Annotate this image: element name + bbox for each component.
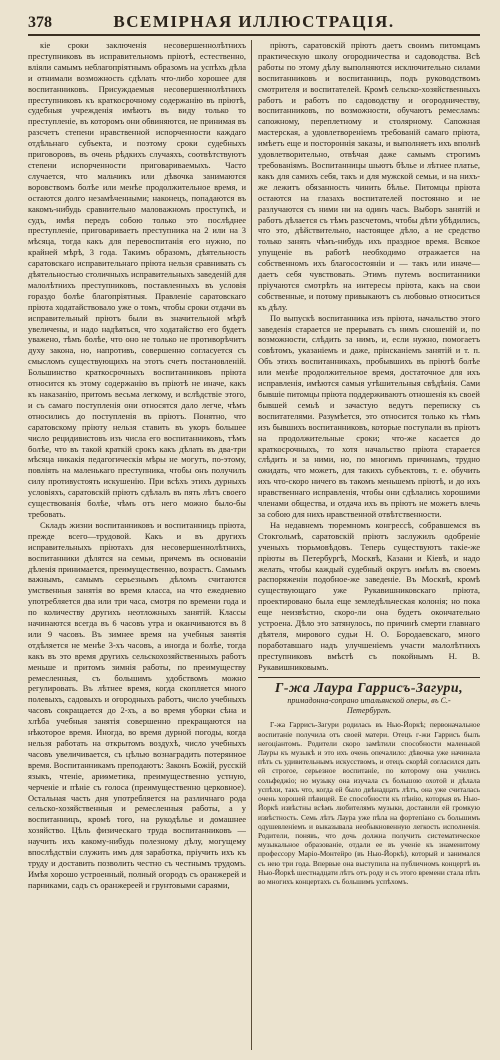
section-rule [258, 677, 480, 678]
paragraph: кіе сроки заключенія несовершеннолѣтнихъ преступниковъ въ исправительномъ пріютѣ, естественно, вліяли самымъ неблагопріятнымъ образомъ на успѣхъ дѣла и отнимали возможность сдѣлать что-либо хорошее для воспитанниковъ. Присуждаемыя несовершеннолѣтнихъ преступниковъ къ краткосрочному содержанію въ пріютѣ, судебныя учрежденія имѣютъ въ виду только то преступленіе, въ которомъ они обвиняются, не принимая въ разсчетъ степени нравственной испорченности каждаго отдѣльнаго субъекта, и поэтому сроки судебныхъ приговоровъ, въ очень рѣдкихъ случаяхъ, соотвѣтствуютъ степени испорченности приговариваемыхъ. Часто случается, что мальчикъ или дѣвочка занимаются воровствомъ болѣе или менѣе продолжительное время, и остаются долго незамѣченными; наконецъ, попадаются въ какомъ-нибудь сравнительно маловажномъ проступкѣ, и судъ, имѣя передъ собою только это послѣднее преступленіе, приговариваетъ преступника на 2 или на 3 мѣсяца, тогда какъ для перевоспитанія его нужно, по крайней мѣрѣ, 3 года. Такимъ образомъ, дѣятельность саратовскаго исправительнаго пріюта нельзя сравнивать съ дѣятельностью столичныхъ исправительныхъ заведеній для малолѣтнихъ преступниковъ, поставленныхъ въ условія гораздо болѣе благопріятныя. Правленіе саратовскаго пріюта ходатайствовало уже о томъ, чтобы сроки отдачи въ исправительный пріютъ были въ значительной мѣрѣ увеличены, и надо надѣяться, что ходатайство его будетъ уважено, тѣмъ болѣе, что оно не только не противорѣчитъ духу закона, но, напротивъ, совершенно согласуется съ смысломъ существующихъ на этотъ счетъ постановленій. Большинство краткосрочныхъ воспитанниковъ пріюта относится къ этому содержанію въ пріютѣ не иначе, какъ къ наказанію, притомъ весьма легкому, и вслѣдствіе этого, и съ самаго поступленія они относятся дало легче, чѣмъ относились до поступленія въ пріютъ. Понятно, что саратовскому пріюту нельзя ставить въ укоръ большее число рецидивистовъ изъ числа его воспитанниковъ, тѣмъ болѣе, что въ такой краткій срокъ какъ дѣлать въ два-три мѣсяца никакія педагогическія мѣры не могутъ, по-этому, повліять на маленькаго преступника, чтобы онъ получилъ силу противустоять искушенію. При всѣхъ этихъ дурныхъ условіяхъ, саратовскій пріютъ сдѣлалъ въ пять лѣтъ своего существованія болѣе, чѣмъ отъ него можно было-бы требовать. [28, 40, 246, 519]
column-divider [251, 40, 252, 1050]
left-column [28, 40, 246, 1050]
paragraph: По выпускѣ воспитанника изъ пріюта, начальство этого заведенія старается не прерывать съ нимъ сношеній и, по возможности, слѣдить за нимъ, и, если нужно, помогаетъ совѣтомъ, указаніемъ и даже, прінсканіемъ занятій и т. п. Объ этихъ воспитанникахъ, пробывшихъ въ пріютѣ болѣе или менѣе продолжительное время, достаточное для ихъ исправленія, имѣются самыя утѣшительныя свѣдѣнія. Сами бывшіе питомцы пріюта поддерживаютъ отношенія къ своей бывшей семьѣ и зачастую ведутъ переписку съ воспитателями. Разумѣется, это относится только къ тѣмъ изъ бывшихъ воспитанниковъ, которые поступали въ пріютъ на продолжительные сроки; что-же касается до краткосрочныхъ, то хотя начальство пріюта старается слѣдить и за ними, но, по многимъ причинамъ, трудно ожидать, что можетъ, для такихъ субъектовъ, т. е. обучить ихъ что-скоро ничего въ такомъ меньшемъ пріютѣ, и до ихъ нравственнаго исправленія, чтобы они сдѣлались хорошими членами общества, и отдача ихъ въ пріютъ не можетъ влечь за собою для нихъ нравственной отвѣтственности. [258, 312, 480, 519]
page-header [28, 8, 480, 32]
paragraph: Г-жа Гаррисъ-Загури родилась въ Нью-Йоркѣ; первоначальное воспитаніе получила отъ своей матери. Отецъ г-жи Гаррисъ былъ негоціантомъ. Родители скоро замѣтили способности маленькой Лауры къ музыкѣ и это ихъ очень опечалило: дѣвочка уже начинала пѣть съ удивительнымъ искусствомъ, и отецъ скорѣй согласился дать ей строгое, серьезное воспитаніе, по которому она учились сольфеджіо; но музыку она изучала съ большою охотой и дѣлала успѣхи, такъ что, когда ей было двѣнадцать лѣтъ, она уже считалась очень хорошей пѣвицей. Ее способности къ пѣнію, которыя въ Нью-Йоркѣ извѣстны всѣмъ любителямъ музыки, доставили ей громкую извѣстность. Семь лѣтъ Лаура уже пѣла на фортепіано съ большимъ одушевленіемъ и выказывала необыкновенную легкость исполненія. Родители, понявъ, что дочь должна получить систематическое музыкальное образованіе, отдали ее въ ученіе къ знаменитому профессору Маріо-Монтейро (въ Нью-Йоркѣ), который и занимался съ нею три года. Впервые она выступила на публичномъ концертѣ въ Нью-Йоркѣ шестнадцати лѣтъ отъ роду и съ этого времени стала пѣть во многихъ концертахъ съ большимъ успѣхомъ. [258, 720, 480, 886]
paragraph: Складъ жизни воспитанниковъ и воспитанницъ пріюта, прежде всего—трудовой. Какъ и въ другихъ исправительныхъ пріютахъ для несовершеннолѣтнихъ, воспитанники дѣлятся на семьи, причемъ въ основаніи дѣленія принимается, преимущественно, возрастъ. Самымъ важнымъ, самымъ серьезнымъ дѣломъ считаются умственныя занятія во время класса, на что ежедневно употребляется два или три часа, смотря по времени года и по количеству другихъ неотложныхъ занятій. Классы начинаются всегда въ 6 часовъ утра и оканчиваются въ 8 или 9 часовъ. Въ зимнее время на учебныя занятія отдѣляется не менѣе 3-хъ часовъ, а иногда и болѣе, тогда какъ въ это время другихъ сельскохозяйственныхъ работъ меньше и притомъ зимнія работы, по преимуществу ремесленныя, съ большимъ удобствомъ можно регулировать. Въ лѣтнее время, когда скопляется много полевыхъ, садовыхъ и огородныхъ работъ, число учебныхъ часовъ сокращается до 2-хъ, а во время уборки сѣна и хлѣба учебныя занятія совершенно прекращаются на нѣкоторое время. Иногда, во время дурной погоды, когда нельзя работать на открытомъ воздухѣ, число учебныхъ часовъ увеличивается, съ цѣлью вознаградить потерянное время. Воспитанникамъ преподаютъ: Законъ Божій, русскій языкъ, чтеніе, ариѳметика, преимущественно устную, черченіе и пѣніе съ голоса (преимущественно церковное). Остальная часть дня употребляется на различнаго рода сельско-хозяйственныя и ремесленныя работы, а у воспитанницъ, кромѣ того, на рукодѣлье и домашнее хозяйство. Цѣль физическаго труда воспитанниковъ — научить ихъ какому-нибудь полезному дѣлу, могущему впослѣдствіи служить имъ для заработка, пріучить ихъ къ труду и доставить позволить честно съ честнымъ трудомъ. Имѣя хорошо устроенный, полный огородъ съ оранжерей и парниками, садъ съ оранжереей и грунтовыми сараями, [28, 519, 246, 890]
article-subtitle: примадонна-сопрано итальянской оперы, въ С.-Петербургѣ. [287, 696, 451, 716]
right-column [258, 40, 480, 1050]
paragraph: пріютъ, саратовскій пріютъ даетъ своимъ питомцамъ практическую школу огородничества и садоводства. Всѣ работы по этому дѣлу выполняются исключительно силами воспитанниковъ и воспитанницъ, подъ руководствомъ смотрителя и воспитателей. Кромѣ сельско-хозяйственныхъ работъ и работъ по садоводству и огородничеству, воспитанниковъ, по возможности, обучаютъ ремесламъ: сапожному, переплетному и столярному. Сапожная мастерская, а удовлетвореніемъ требованій самаго пріюта, имѣетъ еще и постороннія заказы, и выполняетъ ихъ вполнѣ удовлетворительно, отвѣчая даже самымъ строгимъ требованіямъ. Воспитанницы шьютъ бѣлье и лѣтнее платье, какъ для самихъ себя, такъ и для мужской семьи, и на нихъ-же лежитъ обязанность чинить бѣлье. Питомцы пріюта остаются на глазахъ воспитателей постоянно и не разлучаются съ ними ни на одинъ часъ. Выборъ занятій и работъ дѣлается съ тѣмъ разсчетомъ, чтобы дѣти убѣдились, что это, дѣйствительно, настоящее дѣло, а не средство только занять чѣмъ-нибудь ихъ праздное время. Всякое упущеніе въ работѣ необходимо отражается на собственномъ ихъ благосостояніи и — такъ или иначе—даетъ себя чувствовать. Этимъ путемъ воспитанники пріучаются смотрѣть на интересы пріюта, какъ на свои собственные, и потому привыкаютъ съ любовью относиться къ дѣлу. [258, 40, 480, 312]
journal-title: ВСЕМІРНАЯ ИЛЛЮСТРАЦІЯ. [113, 12, 395, 31]
page-number: 378 [28, 14, 52, 31]
article-title: Г-жа Лаура Гаррисъ-Загури, [274, 680, 464, 696]
header-rule [28, 34, 480, 36]
paragraph: На недавнемъ тюремномъ конгрессѣ, собравшемся въ Стокгольмѣ, саратовскій пріютъ заслужилъ одобреніе ученыхъ тюрьмовѣдовъ. Теперь существуютъ такіе-же пріюты въ Петербургѣ, Москвѣ, Казани и Кіевѣ, и надо желать, чтобы каждый судебный округъ имѣлъ въ своемъ распоряженіи подобное-же заведеніе. Въ Москвѣ, кромѣ существующаго уже Рукавишниковскаго пріюта, проектировано была еще земледѣльческая колонія; но пока еще неизвѣстно, скоро-ли она будетъ окончательно устроена. Дѣло это затянулось, по причинѣ смерти главнаго дѣятеля, мирового судьи Н. О. Бородаевскаго, много поработавшаго надъ улучшеніемъ участи малолѣтнихъ преступниковъ вмѣстѣ съ покойнымъ Н. В. Рукавишниковымъ. [258, 519, 480, 672]
